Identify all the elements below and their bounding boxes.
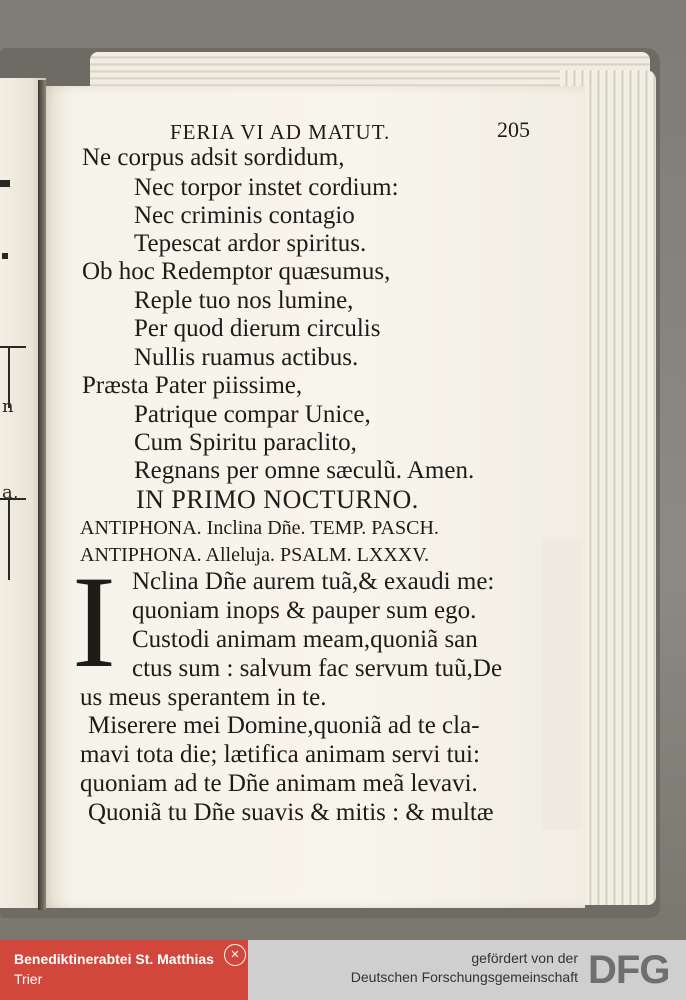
hymn-line: Patrique compar Unice, bbox=[134, 401, 371, 428]
hymn-line: Nullis ruamus actibus. bbox=[134, 344, 359, 371]
psalm-line: us meus sperantem in te. bbox=[80, 684, 327, 711]
antiphon-line: ANTIPHONA. Inclina Dñe. TEMP. PASCH. bbox=[80, 517, 439, 539]
psalm-line: quoniam ad te Dñe animam meã levavi. bbox=[80, 770, 478, 797]
left-page-rule bbox=[8, 500, 10, 580]
book-gutter bbox=[38, 80, 46, 910]
psalm-line: mavi tota die; lætifica animam servi tui: bbox=[80, 741, 480, 768]
hymn-line: Nec torpor instet cordium: bbox=[134, 174, 399, 201]
hymn-line: Reple tuo nos lumine, bbox=[134, 287, 354, 314]
hymn-line: Cum Spiritu paraclito, bbox=[134, 429, 357, 456]
institution-city: Trier bbox=[14, 971, 43, 987]
psalm-line: Quoniã tu Dñe suavis & mitis : & multæ bbox=[88, 799, 494, 826]
left-page-glyph: n bbox=[2, 396, 14, 417]
psalm-line: Nclina Dñe aurem tuã,& exaudi me: bbox=[132, 568, 495, 595]
psalm-line: ctus sum : salvum fac servum tuũ,De bbox=[132, 655, 503, 682]
psalm-line: quoniam inops & pauper sum ego. bbox=[132, 597, 477, 624]
running-title: FERIA VI AD MATUT. bbox=[170, 120, 391, 144]
psalm-line: Custodi animam meam,quoniã san bbox=[132, 626, 478, 653]
hymn-line: Præsta Pater piissime, bbox=[82, 372, 303, 399]
left-page-rule bbox=[2, 253, 8, 259]
left-page-rule bbox=[0, 346, 26, 348]
drop-cap: I bbox=[72, 548, 116, 695]
left-page-rule bbox=[0, 180, 10, 187]
left-page-glyph: a, bbox=[2, 482, 19, 503]
hymn-line: Nec criminis contagio bbox=[134, 202, 355, 229]
institution-logo-icon: ✕ bbox=[224, 944, 246, 966]
page-number: 205 bbox=[497, 117, 530, 142]
hymn-line: Regnans per omne sæculũ. Amen. bbox=[134, 457, 475, 484]
repair-patch bbox=[542, 540, 582, 830]
antiphon-line: ANTIPHONA. Alleluja. PSALM. LXXXV. bbox=[80, 544, 430, 566]
funded-by-label: gefördert von der bbox=[471, 950, 578, 966]
hymn-line: Tepescat ardor spiritus. bbox=[134, 230, 367, 257]
institution-banner[interactable] bbox=[0, 940, 248, 1000]
funder-name: Deutschen Forschungsgemeinschaft bbox=[350, 969, 578, 985]
hymn-line: Per quod dierum circulis bbox=[134, 315, 381, 342]
hymn-line: Ob hoc Redemptor quæsumus, bbox=[82, 258, 391, 285]
section-heading: IN PRIMO NOCTURNO. bbox=[136, 485, 419, 514]
footer-bar bbox=[0, 940, 686, 1000]
dfg-logo[interactable]: DFG bbox=[588, 948, 670, 992]
hymn-line: Ne corpus adsit sordidum, bbox=[82, 144, 345, 171]
psalm-line: Miserere mei Domine,quoniã ad te cla- bbox=[88, 712, 480, 739]
institution-name: Benediktinerabtei St. Matthias bbox=[14, 951, 214, 967]
